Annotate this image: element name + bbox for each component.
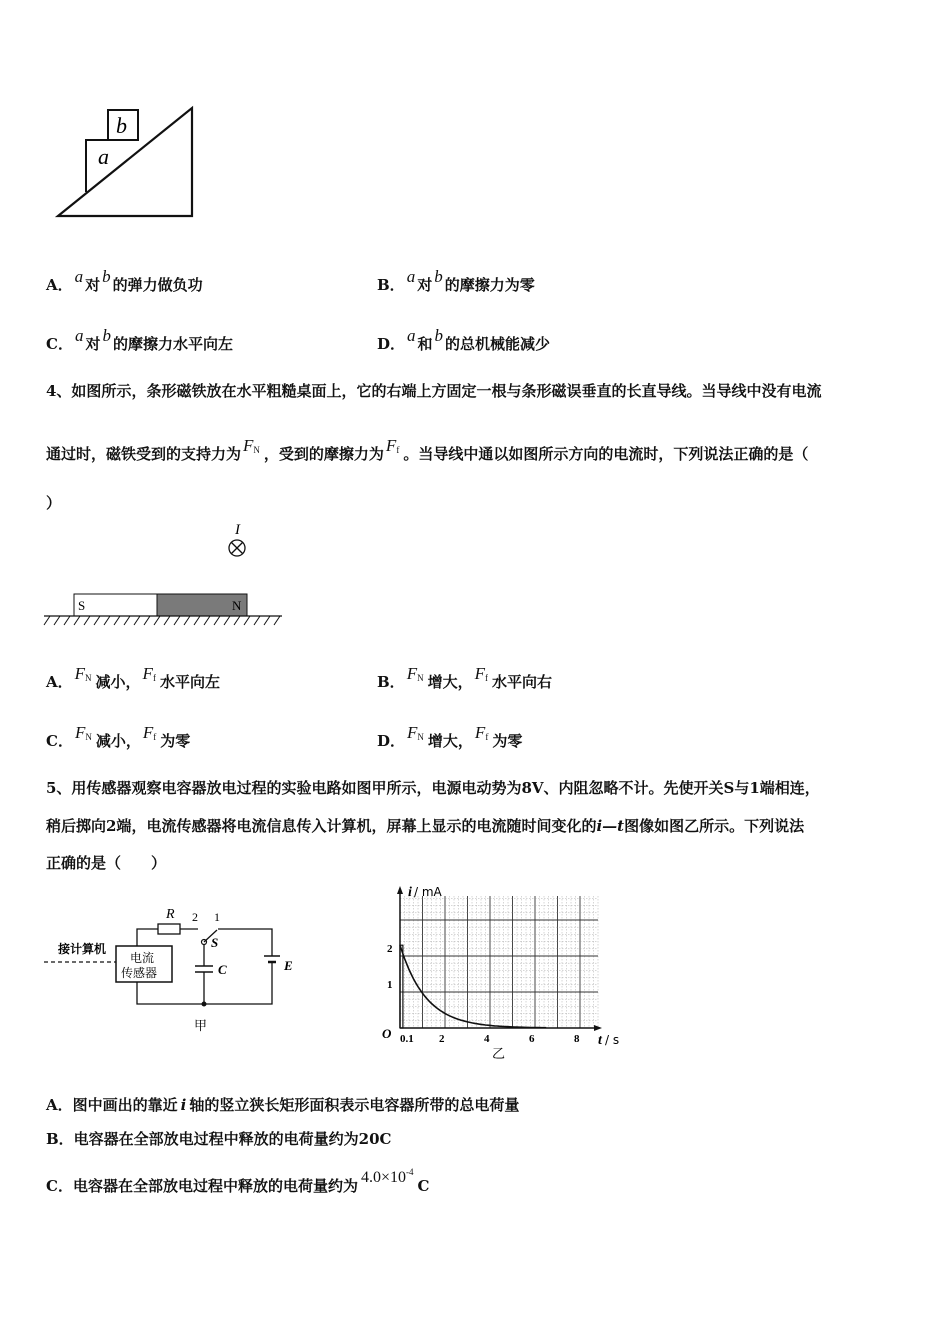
it-graph bbox=[376, 880, 636, 1060]
circuit-figure bbox=[42, 902, 312, 1052]
battery-e-icon bbox=[264, 956, 280, 962]
q5-option-c[interactable]: C．电容器在全部放电过程中释放的电荷量约为 $4.0\times 10^{-4}C$ bbox=[46, 1167, 430, 1195]
incline-figure bbox=[50, 100, 210, 225]
pole-n-label: N bbox=[232, 598, 242, 613]
capacitor-c-icon bbox=[195, 966, 213, 972]
switch-label: S bbox=[211, 935, 219, 950]
narrow-strip-rect bbox=[400, 945, 403, 1028]
x-tick-01: 0.1 bbox=[400, 1033, 414, 1045]
sensor-label-line2: 传感器 bbox=[121, 966, 158, 980]
y-axis-arrow-icon bbox=[397, 886, 403, 894]
q5-option-b[interactable]: B．电容器在全部放电过程中释放的电荷量约为20C bbox=[46, 1130, 392, 1148]
q5-option-a[interactable]: A．图中画出的靠近 i 轴的竖立狭长矩形面积表示电容器所带的总电荷量 bbox=[46, 1096, 520, 1114]
x-tick-2: 2 bbox=[439, 1033, 445, 1045]
q4-option-a[interactable]: A． $F^N$ 减小， $F^f$ 水平向左 bbox=[46, 664, 220, 691]
y-tick-1: 1 bbox=[387, 979, 393, 991]
x-tick-4: 4 bbox=[484, 1033, 490, 1045]
q5-stem-line2: 稍后掷向2端，电流传感器将电流信息传入计算机，屏幕上显示的电流随时间变化的i—t图像如图乙所示。下列说法 bbox=[46, 817, 805, 835]
wire-top-left bbox=[137, 929, 158, 946]
q4-option-c[interactable]: C． $F^N$ 减小， $F^f$ 为零 bbox=[46, 723, 191, 750]
q3-option-d[interactable]: D． a 和 b 的总机械能减少 bbox=[377, 326, 551, 353]
q4-stem-line3: ） bbox=[46, 494, 62, 512]
magnet-south-half bbox=[74, 594, 157, 616]
pole-s-label: S bbox=[78, 598, 86, 613]
graph-caption: 乙 bbox=[492, 1047, 506, 1060]
graph-grid bbox=[400, 896, 598, 1028]
block-b-label: b bbox=[116, 113, 127, 138]
wire-top-right bbox=[218, 929, 272, 956]
q5-stem-line1: 5、用传感器观察电容器放电过程的实验电路如图甲所示，电源电动势为8V、内阻忽略不计。先使开关S与1端相连， bbox=[46, 779, 820, 797]
x-tick-6: 6 bbox=[529, 1033, 535, 1045]
block-a bbox=[86, 140, 138, 192]
x-tick-8: 8 bbox=[574, 1033, 580, 1045]
x-axis-unit: / s bbox=[605, 1033, 620, 1047]
q4-option-b[interactable]: B． $F^N$ 增大， $F^f$ 水平向右 bbox=[377, 664, 552, 691]
current-into-page-icon bbox=[229, 540, 245, 556]
q3-option-c[interactable]: C． a 对 b 的摩擦力水平向左 bbox=[46, 326, 233, 353]
current-label: I bbox=[235, 522, 240, 538]
computer-label: 接计算机 bbox=[58, 942, 107, 956]
q3-option-b[interactable]: B． a 对 b 的摩擦力为零 bbox=[377, 267, 535, 294]
resistor-r bbox=[158, 924, 180, 934]
sensor-label-line1: 电流 bbox=[130, 951, 155, 965]
circuit-caption: 甲 bbox=[194, 1019, 208, 1034]
y-axis-var: i bbox=[408, 885, 412, 900]
q4-stem-line1: 4、如图所示，条形磁铁放在水平粗糙桌面上，它的右端上方固定一根与条形磁误垂直的长直导线。当导线中没有电流 bbox=[46, 382, 822, 400]
block-a-label: a bbox=[98, 144, 109, 169]
x-axis-var: t bbox=[598, 1033, 602, 1048]
magnet-figure bbox=[40, 518, 290, 630]
contact-1-label: 1 bbox=[214, 910, 220, 924]
q4-stem-line2: 通过时，磁铁受到的支持力为 $F^N$ ，受到的摩擦力为 $F^f$ 。当导线中通以如图所示方向的电流时，下列说法正确的是（ bbox=[46, 436, 809, 463]
q3-option-a[interactable]: A． a 对 b 的弹力做负功 bbox=[46, 267, 203, 294]
capacitor-label: C bbox=[218, 962, 227, 977]
q5-stem-line3: 正确的是（ ） bbox=[46, 854, 167, 872]
contact-2-label: 2 bbox=[192, 910, 198, 924]
table-hatching bbox=[44, 616, 280, 625]
discharge-curve bbox=[400, 945, 546, 1027]
q4-option-d[interactable]: D． $F^N$ 增大， $F^f$ 为零 bbox=[377, 723, 523, 750]
y-tick-2: 2 bbox=[387, 943, 393, 955]
resistor-label: R bbox=[166, 907, 175, 922]
origin-label: O bbox=[382, 1026, 392, 1041]
y-axis-unit: / mA bbox=[414, 885, 442, 899]
battery-label: E bbox=[284, 958, 293, 973]
